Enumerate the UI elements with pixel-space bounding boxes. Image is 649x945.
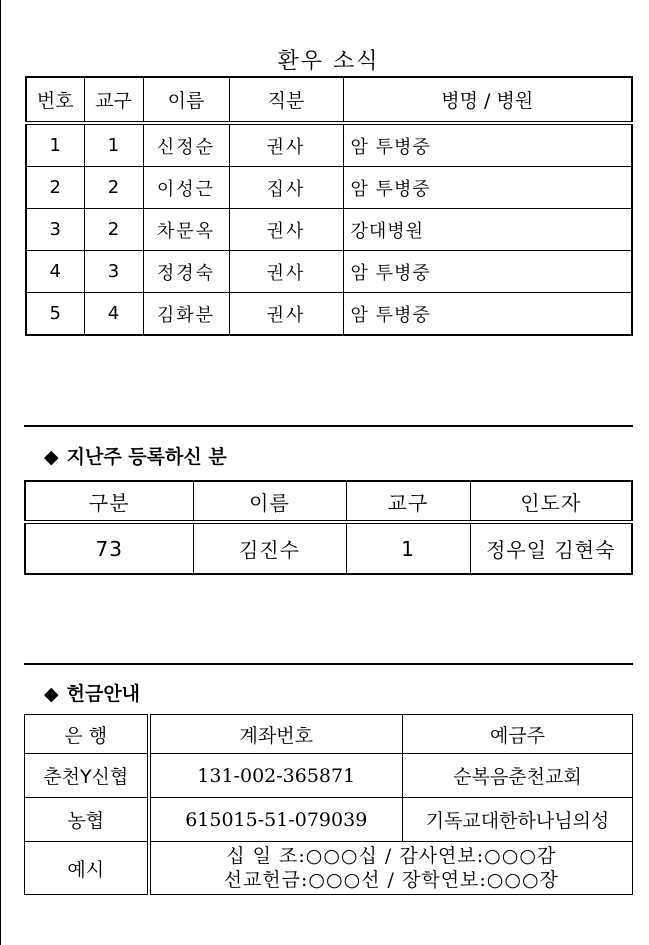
cell-condition: 암 투병중 [343,123,632,167]
registration-header-row [25,481,632,522]
cell-holder: 기독교대한하나님의성 [403,798,633,842]
registration-table [24,480,633,575]
offering-table [24,714,633,895]
cell-account: 131-002-365871 [149,754,403,798]
diamond-bullet-icon: ◆ [44,446,59,468]
table-row [25,522,632,574]
section-divider [24,425,633,427]
cell-bank: 농협 [25,798,149,842]
cell-name: 김진수 [193,522,346,574]
cell-category: 73 [95,536,123,561]
header-bank: 은 행 [25,715,149,754]
cell-number: 3 [26,209,84,251]
cell-role: 권사 [229,123,343,167]
cell-example-text [149,842,633,895]
patients-table [25,76,633,336]
cell-guide: 정우일 김현숙 [470,522,632,574]
cell-condition: 암 투병중 [343,251,632,293]
cell-condition: 강대병원 [343,209,632,251]
cell-account: 615015-51-079039 [149,798,403,842]
page-left-border [0,0,1,945]
cell-name: 김화분 [143,293,229,336]
cell-role: 권사 [229,209,343,251]
example-line: 십 일 조:○○○십 / 감사연보:○○○감 [226,845,557,867]
cell-role: 집사 [229,167,343,209]
cell-number: 5 [49,303,61,324]
cell-name: 이성근 [143,167,229,209]
header-condition: 병명 / 병원 [343,77,632,123]
cell-role: 권사 [229,293,343,336]
diamond-bullet-icon: ◆ [44,683,59,705]
cell-number: 2 [26,167,84,209]
offering-heading [44,679,140,706]
table-row [26,251,632,293]
cell-name: 정경숙 [143,251,229,293]
cell-district: 1 [84,123,143,167]
header-account: 계좌번호 [149,715,403,754]
cell-district: 1 [346,522,470,574]
header-name: 이름 [193,481,346,522]
header-holder: 예금주 [403,715,633,754]
section-divider [24,663,633,665]
offering-heading-text: 헌금안내 [66,683,141,705]
patients-header-row [26,77,632,123]
offering-header-row [25,715,633,754]
header-role: 직분 [229,77,343,123]
cell-condition: 암 투병중 [343,167,632,209]
cell-district: 3 [84,251,143,293]
cell-condition: 암 투병중 [343,293,632,336]
registration-heading-text: 지난주 등록하신 분 [66,446,227,468]
cell-number: 1 [26,123,84,167]
table-row [25,842,633,895]
header-category: 구분 [25,481,193,522]
table-row [25,798,633,842]
cell-district: 2 [84,209,143,251]
cell-name: 차문옥 [143,209,229,251]
patients-title: 환우 소식 [277,49,380,74]
registration-heading [44,442,227,469]
cell-example-label: 예시 [67,858,105,881]
cell-number: 4 [26,251,84,293]
cell-bank: 춘천Y신협 [25,754,149,798]
table-row [25,754,633,798]
table-row [26,293,632,336]
table-row [26,123,632,167]
header-guide: 인도자 [470,481,632,522]
header-district: 교구 [346,481,470,522]
cell-name: 신정순 [143,123,229,167]
example-line: 선교헌금:○○○선 / 장학연보:○○○장 [223,869,559,891]
cell-holder: 순복음춘천교회 [403,754,633,798]
table-row [26,167,632,209]
header-district: 교구 [84,77,143,123]
header-number: 번호 [26,77,84,123]
cell-district: 4 [84,293,143,336]
table-row [26,209,632,251]
cell-district: 2 [84,167,143,209]
cell-role: 권사 [229,251,343,293]
header-name: 이름 [143,77,229,123]
